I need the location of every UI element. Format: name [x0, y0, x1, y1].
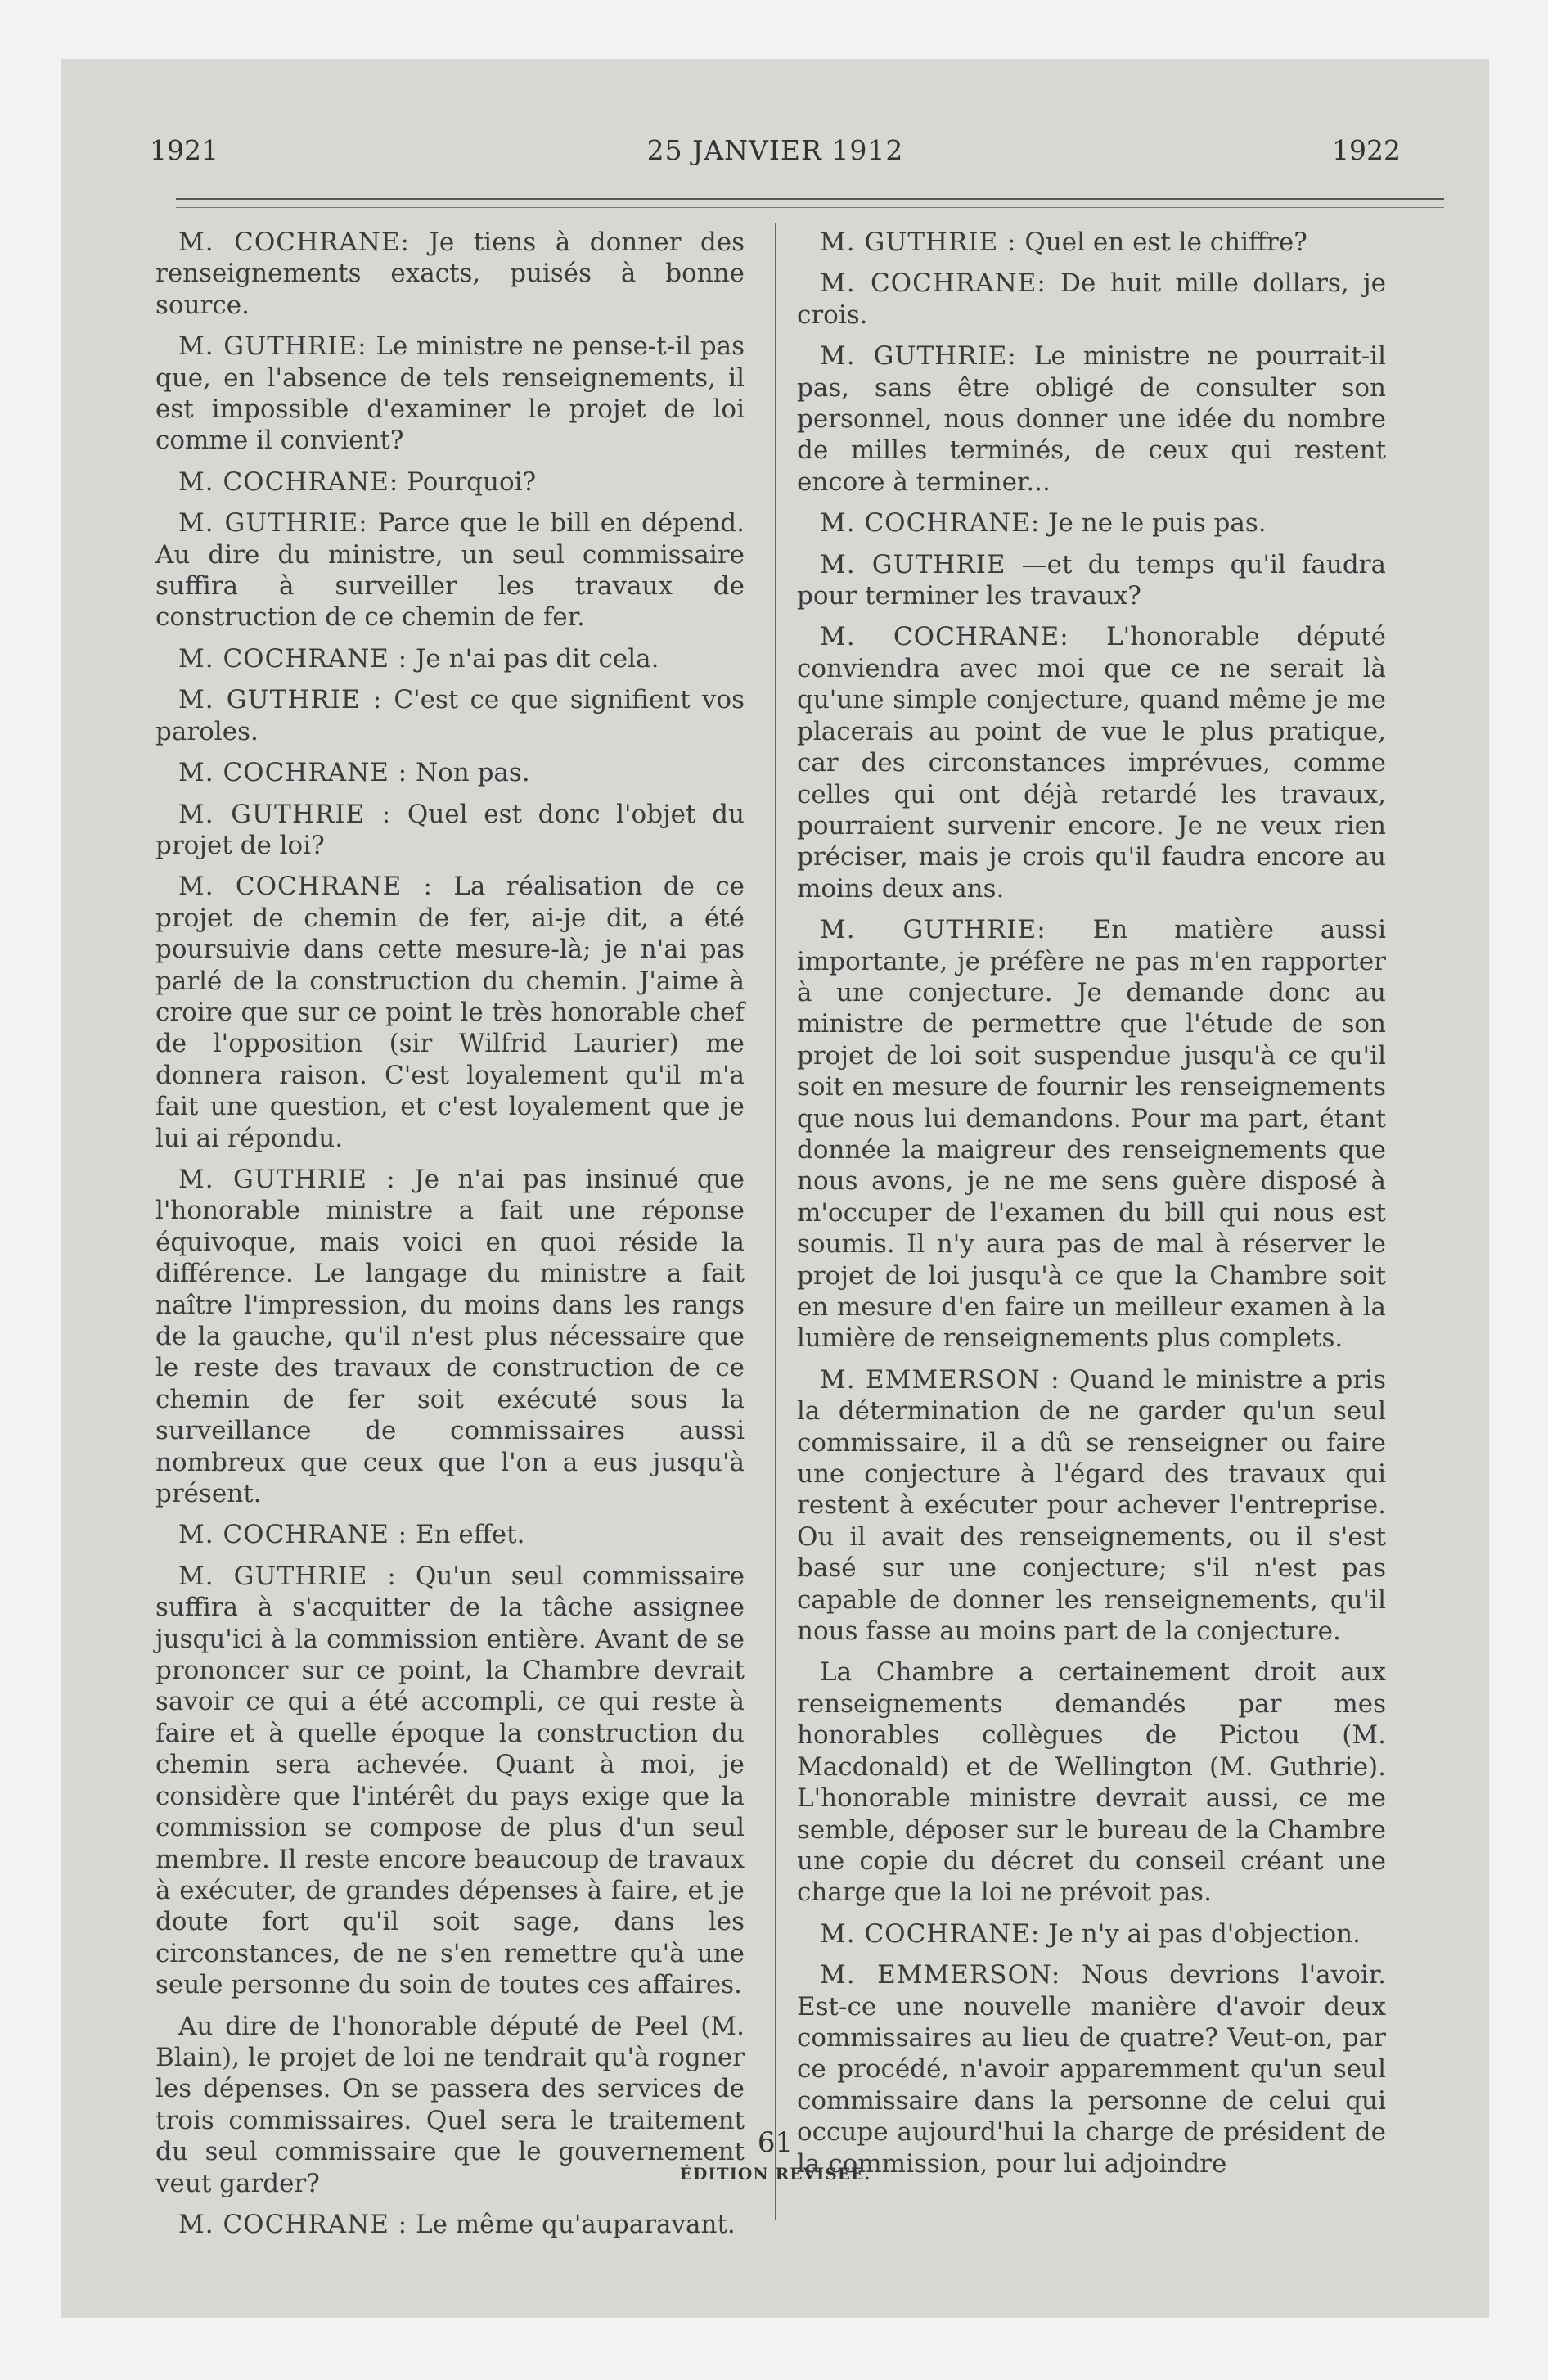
paragraph	[797, 1657, 1386, 1908]
paragraph	[797, 549, 1386, 612]
paragraph	[155, 507, 745, 633]
speech-text: —et du temps qu'il faudra pour terminer les travaux?	[797, 549, 1386, 611]
right-column	[797, 227, 1386, 2189]
page-sheet	[61, 59, 1489, 2318]
folio-number: 61	[757, 2126, 794, 2159]
speech-text: Le ministre ne pourrait-il pas, sans être obligé de consulter son personnel, nous donner une idée du nombre de milles terminés, de ceux qui restent encore à terminer...	[797, 341, 1386, 497]
speaker-name: M. COCHRANE :	[178, 758, 408, 788]
speaker-name: M. GUTHRIE:	[178, 508, 368, 539]
paragraph	[797, 268, 1386, 331]
paragraph	[155, 467, 745, 498]
speech-text: Pourquoi?	[398, 467, 537, 497]
speaker-name: M. COCHRANE :	[178, 1520, 408, 1550]
speech-text: Le ministre ne pense-t-il pas que, en l'absence de tels renseignements, il est impossible d'examiner le projet de loi comme il convient?	[155, 331, 745, 456]
speech-text: De huit mille dollars, je crois.	[797, 268, 1387, 330]
column-divider	[775, 223, 776, 2220]
paragraph	[797, 914, 1386, 1355]
speech-text: Non pas.	[407, 758, 530, 788]
paragraph	[155, 799, 745, 862]
speaker-name: M. GUTHRIE :	[178, 685, 383, 715]
speech-text: La Chambre a certainement droit aux renseignements demandés par mes honorables collègues de Pictou (M. Macdonald) et de Wellington (M. Guthrie). L'honorable ministre devrait aussi, ce me semble, déposer sur le bureau de la Chambre une copie du décret du conseil créant une charge que la loi ne prévoit pas.	[797, 1657, 1386, 1908]
speech-text: Je n'y ai pas d'objection.	[1040, 1918, 1361, 1949]
speech-text: Je tiens à donner des renseignements exacts, puisés à bonne source.	[155, 228, 745, 320]
paragraph	[155, 757, 745, 788]
speech-text: L'honorable député conviendra avec moi que ce ne serait là qu'une simple conjecture, quand même je me placerais au point de vue le plus pratique, car des circonstances imprévues, comme celles qui ont déjà retardé les travaux, pourraient survenir encore. Je ne veux rien préciser, mais je crois qu'il faudra encore au moins deux ans.	[797, 622, 1386, 904]
speaker-name: M. GUTHRIE:	[820, 341, 1017, 372]
speaker-name: M. EMMERSON:	[820, 1960, 1061, 1990]
speech-text: Quel est donc l'objet du projet de loi?	[155, 799, 745, 860]
speaker-name: M. COCHRANE:	[820, 508, 1041, 539]
speech-text: Je n'ai pas insinué que l'honorable ministre a fait une réponse équivoque, mais voici en quoi réside la différence. Le langage du ministre a fait naître l'impression, du moins dans les rangs de la gauche, qu'il n'est plus nécessaire que le reste des travaux de construction de ce chemin de fer soit exécuté sous la surveillance de commissaires aussi nombreux que ceux que l'on a eus jusqu'à présent.	[155, 1164, 745, 1509]
edition-label: ÉDITION REVISÉE.	[679, 2164, 871, 2184]
speaker-name: M. EMMERSON :	[820, 1364, 1060, 1395]
speaker-name: M. COCHRANE :	[178, 643, 408, 674]
speaker-name: M. COCHRANE :	[178, 2209, 408, 2239]
speech-text: La réalisation de ce projet de chemin de fer, ai-je dit, a été poursuivie dans cette mesure-là; je n'ai pas parlé de la construction du chemin. J'aime à croire que sur ce point le très honorable chef de l'opposition (sir Wilfrid Laurier) me donnera raison. C'est loyalement qu'il m'a fait une question, et c'est loyalement que je lui ai répondu.	[155, 872, 745, 1153]
paragraph	[155, 643, 745, 674]
speech-text: En matière aussi importante, je préfère ne pas m'en rapporter à une conjecture. Je demande donc au ministre de permettre que l'étude de son projet de loi soit suspendue jusqu'à ce qu'il soit en mesure de fournir les renseignements que nous lui demandons. Pour ma part, étant donnée la maigreur des renseignements que nous avons, je ne me sens guère disposé à m'occuper de l'examen du bill qui nous est soumis. Il n'y aura pas de mal à réserver le projet de loi jusqu'à ce que la Chambre soit en mesure d'en faire un meilleur examen à la lumière de renseignements plus complets.	[797, 915, 1386, 1354]
paragraph	[797, 507, 1386, 539]
speech-text: Au dire de l'honorable député de Peel (M. Blain), le projet de loi ne tendrait qu'à rogner les dépenses. On se passera des services de trois commissaires. Quel sera le traitement du seul commissaire que le gouvernement veut garder?	[155, 2011, 745, 2198]
speaker-name: M. GUTHRIE :	[820, 228, 1017, 257]
paragraph	[797, 340, 1386, 498]
left-column	[155, 227, 745, 2250]
speech-text: Parce que le bill en dépend. Au dire du ministre, un seul commissaire suffira à surveiller les travaux de construction de ce chemin de fer.	[155, 508, 745, 633]
speech-text: En effet.	[407, 1520, 525, 1550]
speaker-name: M. GUTHRIE:	[820, 915, 1046, 945]
speech-text: C'est ce que signifient vos paroles.	[155, 685, 745, 746]
speaker-name: M. COCHRANE:	[820, 622, 1069, 652]
speaker-name: M. COCHRANE:	[820, 268, 1046, 299]
header-rule	[176, 198, 1444, 200]
speech-text: Je ne le puis pas.	[1040, 508, 1267, 539]
paragraph	[155, 331, 745, 457]
paragraph	[797, 1364, 1386, 1648]
speech-text: Le même qu'auparavant.	[407, 2209, 736, 2239]
speaker-name: M. COCHRANE:	[820, 1918, 1041, 1949]
paragraph	[797, 1918, 1386, 1950]
paragraph	[155, 1561, 745, 2001]
header-date: 25 JANVIER 1912	[646, 134, 904, 166]
speaker-name: M. GUTHRIE	[820, 549, 1006, 579]
speaker-name: M. GUTHRIE :	[178, 799, 392, 829]
speaker-name: M. GUTHRIE :	[178, 1164, 396, 1194]
header-rule-thin	[176, 207, 1444, 208]
paragraph	[797, 227, 1386, 258]
speech-text: Je n'ai pas dit cela.	[407, 643, 659, 674]
speaker-name: M. GUTHRIE:	[178, 331, 367, 362]
paragraph	[155, 227, 745, 321]
speaker-name: M. COCHRANE:	[178, 228, 410, 257]
speaker-name: M. GUTHRIE :	[178, 1561, 397, 1591]
paragraph	[155, 1519, 745, 1550]
speech-text: Nous devrions l'avoir. Est-ce une nouvelle manière d'avoir deux commissaires au lieu de quatre? Veut-on, par ce procédé, n'avoir apparemment qu'un seul commissaire dans la personne de celui qui occupe aujourd'hui la charge de président de la commission, pour lui adjoindre	[797, 1960, 1386, 2179]
speaker-name: M. COCHRANE:	[178, 467, 399, 497]
speech-text: Quand le ministre a pris la détermination de ne garder qu'un seul commissaire, il a dû se renseigner ou faire une conjecture à l'égard des travaux qui restent à exécuter pour achever l'entreprise. Ou il avait des renseignements, ou il s'est basé sur une conjecture; s'il n'est pas capable de donner les renseignements, qu'il nous fasse au moins part de la conjecture.	[797, 1364, 1386, 1647]
speech-text: Quel en est le chiffre?	[1016, 228, 1307, 257]
paragraph	[797, 621, 1386, 904]
left-page-number: 1921	[150, 134, 218, 166]
paragraph	[155, 1164, 745, 1509]
paragraph	[155, 871, 745, 1154]
speaker-name: M. COCHRANE :	[178, 872, 433, 902]
speech-text: Qu'un seul commissaire suffira à s'acquitter de la tâche assignee jusqu'ici à la commission entière. Avant de se prononcer sur ce point, la Chambre devrait savoir ce qui a été accompli, ce qui reste à faire et à quelle époque la construction du chemin sera achevée. Quant à moi, je considère que l'intérêt du pays exige que la commission se compose de plus d'un seul membre. Il reste encore beaucoup de travaux à exécuter, de grandes dépenses à faire, et je doute fort qu'il soit sage, dans les circonstances, de ne s'en remettre qu'à une seule personne du soin de toutes ces affaires.	[155, 1561, 745, 2000]
paragraph	[155, 684, 745, 747]
paragraph	[155, 2209, 745, 2240]
right-page-number: 1922	[1332, 134, 1401, 166]
